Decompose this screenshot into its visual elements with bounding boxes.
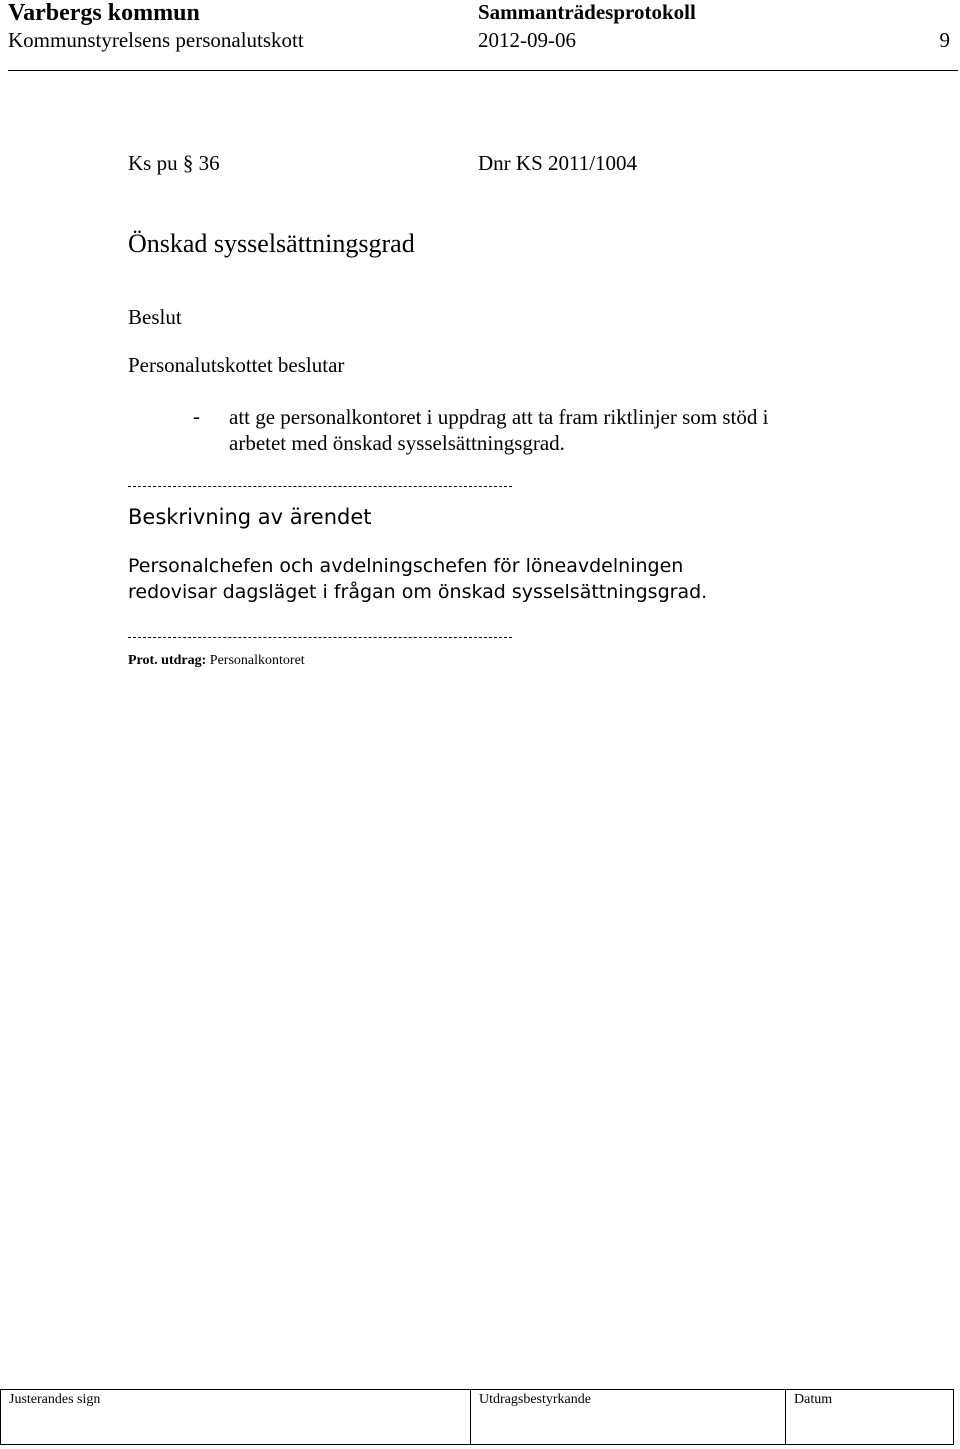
section-separator: [128, 637, 512, 638]
signature-footer: [0, 1389, 954, 1445]
document-type: Sammanträdesprotokoll: [478, 0, 696, 24]
footer-label: Justerandes sign: [9, 1392, 101, 1407]
organization-name: Varbergs kommun: [8, 0, 200, 26]
case-title: Önskad sysselsättningsgrad: [128, 229, 415, 258]
extract-value: Personalkontoret: [209, 653, 305, 668]
header-divider: [8, 70, 958, 71]
section-separator: [128, 486, 512, 487]
decision-lead: Personalutskottet beslutar: [128, 353, 345, 377]
meeting-date: 2012-09-06: [478, 28, 576, 52]
committee-name: Kommunstyrelsens personalutskott: [8, 28, 304, 52]
footer-label: Utdragsbestyrkande: [479, 1392, 591, 1407]
footer-label: Datum: [794, 1392, 833, 1407]
footer-cell-justerandes: [1, 1390, 471, 1444]
description-body: Personalchefen och avdelningschefen för löneavdelningen redovisar dagsläget i frågan om önskad sysselsättningsgrad.: [128, 555, 708, 603]
decision-item: att ge personalkontoret i uppdrag att ta fram riktlinjer som stöd i arbetet med önskad sysselsättningsgrad.: [229, 405, 769, 455]
page-number: 9: [939, 28, 950, 52]
footer-cell-utdragsbestyrkande: [471, 1390, 786, 1444]
extract-label: Prot. utdrag:: [128, 653, 207, 668]
footer-cell-datum: [786, 1390, 953, 1444]
decision-heading: Beslut: [128, 305, 182, 329]
case-dnr: Dnr KS 2011/1004: [478, 151, 638, 175]
protocol-extract: [128, 653, 305, 669]
case-reference: Ks pu § 36: [128, 151, 220, 175]
decision-bullet: -: [193, 404, 200, 428]
description-heading: Beskrivning av ärendet: [128, 505, 372, 529]
